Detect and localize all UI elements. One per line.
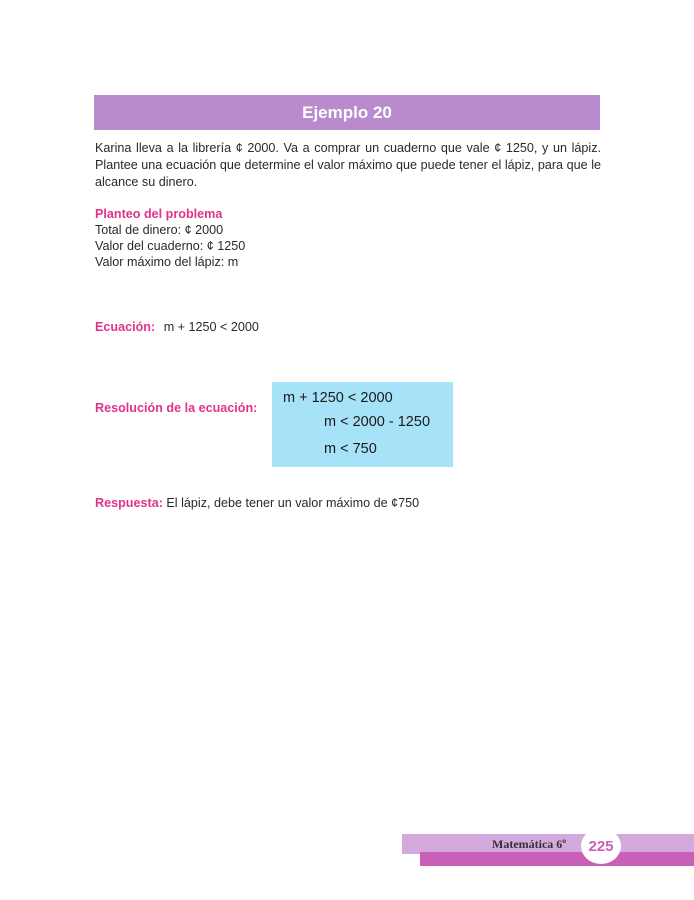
ecuacion-label: Ecuación: [95,320,156,334]
resolucion-box [272,382,453,467]
planteo-line-lapiz: Valor máximo del lápiz: m [95,255,239,269]
resolucion-step-1: m + 1250 < 2000 [283,390,393,406]
page-number-text: 225 [588,837,614,855]
ecuacion-value: m + 1250 < 2000 [163,320,259,334]
planteo-line-total: Total de dinero: ¢ 2000 [95,223,224,237]
respuesta-text: El lápiz, debe tener un valor máximo de ¢750 [166,496,420,510]
resolucion-step-3: m < 750 [324,441,377,457]
ecuacion-section [95,319,259,335]
resolucion-label: Resolución de la ecuación: [95,401,258,415]
respuesta-section [95,495,419,511]
respuesta-label: Respuesta: [95,496,163,510]
resolucion-step-2: m < 2000 - 1250 [324,414,431,430]
problem-statement: Karina lleva a la librería ¢ 2000. Va a comprar un cuaderno que vale ¢ 1250, y un lápiz. Plantee una ecuación que determine el valor máximo que puede tener el lápiz, para que le alcance su dinero. [95,141,601,189]
resolucion-label-wrapper [95,400,257,416]
planteo-section [95,206,245,270]
example-title-bar [94,95,600,130]
footer-book-title: Matemática 6º [492,837,567,851]
planteo-line-cuaderno: Valor del cuaderno: ¢ 1250 [95,239,246,253]
footer-band-dark [420,852,694,866]
example-title: Ejemplo 20 [302,102,392,122]
page-number [581,828,621,864]
planteo-heading: Planteo del problema [95,207,223,221]
